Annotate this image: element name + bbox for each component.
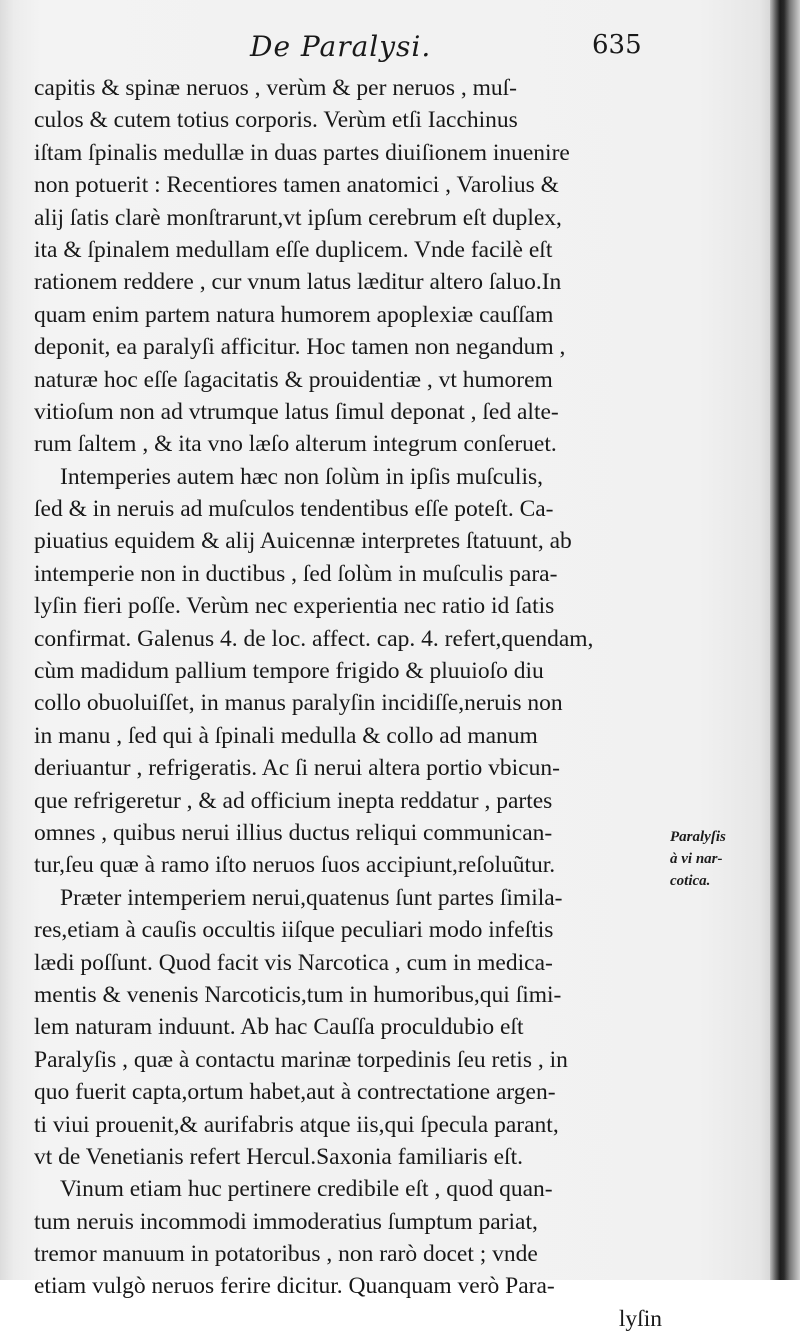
paragraph-start-line: Intemperies autem hæc non ſolùm in ipſis muſculis,	[60, 463, 543, 490]
text-line: tur,ſeu quæ à ramo iſto neruos ſuos accipiunt,reſoluũtur.	[34, 852, 556, 879]
text-line: cùm madidum pallium tempore frigido & pluuioſo diu	[34, 658, 544, 685]
text-line: naturæ hoc eſſe ſagacitatis & prouidentiæ , vt humorem	[34, 366, 553, 393]
margin-note-line: Paralyſis	[670, 829, 726, 845]
margin-note-line: à vi nar-	[670, 851, 723, 867]
text-line: capitis & spinæ neruos , verùm & per neruos , muſ-	[34, 75, 517, 101]
binding-edge	[770, 0, 800, 1280]
text-line: confirmat. Galenus 4. de loc. affect. cap. 4. refert,quendam,	[34, 625, 594, 652]
text-line: rum ſaltem , & ita vno læſo alterum integrum conſeruet.	[34, 431, 557, 458]
text-line: quo fuerit capta,ortum habet,aut à contrectatione argen-	[34, 1079, 556, 1106]
text-line: ſed & in neruis ad muſculos tendentibus eſſe poteſt. Ca-	[34, 496, 554, 523]
text-line: intemperie non in ductibus , ſed ſolùm in muſculis para-	[34, 560, 558, 587]
text-line: tremor manuum in potatoribus , non rarò docet ; vnde	[34, 1241, 538, 1268]
text-line: in manu , ſed qui à ſpinali medulla & collo ad manum	[34, 722, 538, 749]
body-text	[34, 72, 662, 1335]
text-line: alij ſatis clarè monſtrarunt,vt ipſum cerebrum eſt duplex,	[34, 204, 562, 231]
text-line: lem naturam induunt. Ab hac Cauſſa proculdubio eſt	[34, 1014, 524, 1041]
margin-note-line: cotica.	[670, 873, 711, 889]
text-line: deriuantur , refrigeratis. Ac ſi nerui altera portio vbicun-	[34, 755, 560, 782]
text-line: non potuerit : Recentiores tamen anatomici , Varolius &	[34, 172, 559, 199]
page-header	[0, 30, 770, 70]
text-line: lædi poſſunt. Quod facit vis Narcotica , cum in medica-	[34, 949, 553, 976]
catchword: lyſin	[618, 1305, 662, 1332]
running-head: De Paralysi.	[250, 30, 432, 63]
text-line: lyſin fieri poſſe. Verùm nec experientia nec ratio id ſatis	[34, 593, 555, 620]
text-line: mentis & venenis Narcoticis,tum in humoribus,qui ſimi-	[34, 981, 562, 1008]
text-line: collo obuoluiſſet, in manus paralyſin incidiſſe,neruis non	[34, 690, 563, 717]
text-line: quam enim partem natura humorem apoplexiæ cauſſam	[34, 301, 554, 328]
paragraph-start-line: Præter intemperiem nerui,quatenus ſunt partes ſimila-	[60, 884, 563, 911]
text-line: ita & ſpinalem medullam eſſe duplicem. Vnde facilè eſt	[34, 236, 553, 263]
text-line: deponit, ea paralyſi afficitur. Hoc tamen non negandum ,	[34, 334, 566, 361]
page-number: 635	[592, 30, 642, 60]
marginal-note	[670, 826, 766, 892]
text-line: ti viui prouenit,& aurifabris atque iis,qui ſpecula parant,	[34, 1111, 559, 1138]
text-line: res,etiam à cauſis occultis iiſque peculiari modo infeſtis	[34, 917, 554, 944]
text-line: iſtam ſpinalis medullæ in duas partes diuiſionem inuenire	[34, 139, 570, 166]
text-line: vt de Venetianis refert Hercul.Saxonia familiaris eſt.	[34, 1143, 523, 1170]
text-line: culos & cutem totius corporis. Verùm etſi Iacchinus	[34, 107, 518, 134]
text-line: tum neruis incommodi immoderatius ſumptum pariat,	[34, 1208, 538, 1235]
text-line: piuatius equidem & alij Auicennæ interpretes ſtatuunt, ab	[34, 528, 572, 555]
text-line: Paralyſis , quæ à contactu marinæ torpedinis ſeu retis , in	[34, 1046, 568, 1073]
text-line: que refrigeretur , & ad officium inepta reddatur , partes	[34, 787, 553, 814]
paragraph-start-line: Vinum etiam huc pertinere credibile eſt , quod quan-	[60, 1176, 553, 1203]
text-line: rationem reddere , cur vnum latus læditur altero ſaluo.In	[34, 269, 562, 296]
text-line: etiam vulgò neruos ferire dicitur. Quanquam verò Para-	[34, 1273, 555, 1300]
text-line: vitioſum non ad vtrumque latus ſimul deponat , ſed alte-	[34, 398, 559, 425]
text-line: omnes , quibus nerui illius ductus reliqui communican-	[34, 819, 553, 846]
